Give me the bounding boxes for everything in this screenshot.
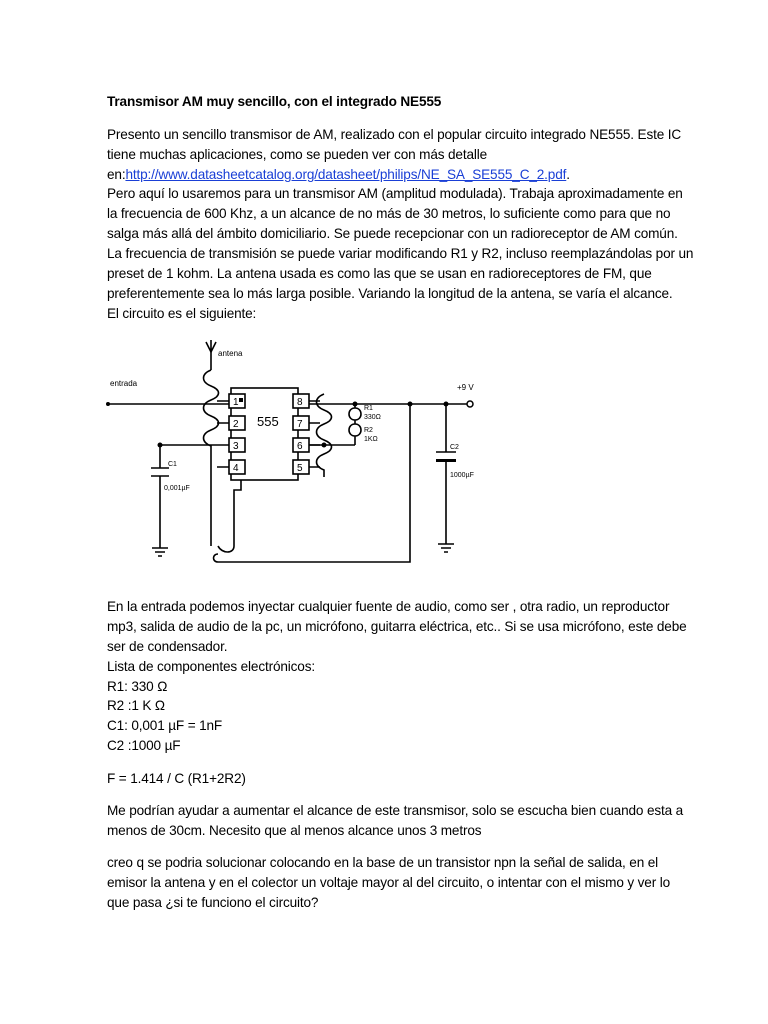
pin-label: 7 [297,419,303,430]
body-line: salga más allá del ámbito domiciliario. Se puede recepcionar con un radioreceptor de AM común. [107,226,678,241]
pin-label: 5 [297,463,303,474]
r1-name: R1 [364,405,373,412]
intro-suffix: . [566,167,570,182]
body-line: la frecuencia de 600 Khz, a un alcance de no más de 30 metros, lo suficiente como para que no [107,206,671,221]
r2-value: 1KΩ [364,436,378,443]
circuit-diagram [100,332,500,582]
intro-line-2: tiene muchas aplicaciones, como se pueden ver con más detalle [107,147,488,162]
question-line: Me podrían ayudar a aumentar el alcance de este transmisor, solo se escucha bien cuando esta a [107,803,684,818]
components-list-title: Lista de componentes electrónicos: [107,659,315,674]
ic-label: 555 [257,414,279,429]
component-item: C1: 0,001 µF = 1nF [107,718,223,733]
r1-value: 330Ω [364,414,381,421]
pin-label: 8 [297,397,303,408]
body-line: Pero aquí lo usaremos para un transmisor AM (amplitud modulada). Trabaja aproximadamente en [107,186,683,201]
c2-value: 1000µF [450,472,474,479]
body-line: La frecuencia de transmisión se puede variar modificando R1 y R2, incluso reemplazándolas por un [107,246,694,261]
body-line: preset de 1 kohm. La antena usada es como las que se usan en radioreceptores de FM, que [107,266,652,281]
c1-name: C1 [168,461,177,468]
pin-label: 2 [233,419,239,430]
answer-line: creo q se podria solucionar colocando en la base de un transistor npn la señal de salida, en el [107,855,659,870]
pin-label: 1 [233,397,239,408]
answer-line: que pasa ¿si te funciono el circuito? [107,895,319,910]
input-label: entrada [110,379,138,388]
pin-label: 3 [233,441,239,452]
antenna-label: antena [218,349,243,358]
body-line: preferentemente sea lo más larga posible. Variando la longitud de la antena, se varía el alcance. [107,286,673,301]
body-line: ser de condensador. [107,639,228,654]
intro-prefix: en: [107,167,126,182]
document-title: Transmisor AM muy sencillo, con el integrado NE555 [107,94,442,109]
intro-line-3 [107,165,570,185]
c1-value: 0,001µF [164,485,190,492]
pin-label: 4 [233,463,239,474]
component-item: R1: 330 Ω [107,679,168,694]
body-line: El circuito es el siguiente: [107,306,257,321]
frequency-formula: F = 1.414 / C (R1+2R2) [107,771,246,786]
datasheet-link[interactable]: http://www.datasheetcatalog.org/datasheet/philips/NE_SA_SE555_C_2.pdf [125,167,567,182]
intro-line-1: Presento un sencillo transmisor de AM, realizado con el popular circuito integrado NE555. Este IC [107,127,682,142]
component-item: C2 :1000 µF [107,738,181,753]
r2-name: R2 [364,427,373,434]
question-line: menos de 30cm. Necesito que al menos alcance unos 3 metros [107,823,482,838]
body-line: En la entrada podemos inyectar cualquier fuente de audio, como ser , otra radio, un reproductor [107,599,670,614]
pin-label: 6 [297,441,303,452]
component-item: R2 :1 K Ω [107,698,165,713]
c2-name: C2 [450,444,459,451]
supply-label: +9 V [457,383,474,392]
answer-line: emisor la antena y en el colector un voltaje mayor al del circuito, o intentar con el mismo y ver lo [107,875,671,890]
body-line: mp3, salida de audio de la pc, un micrófono, guitarra eléctrica, etc.. Si se usa micrófono, este debe [107,619,687,634]
